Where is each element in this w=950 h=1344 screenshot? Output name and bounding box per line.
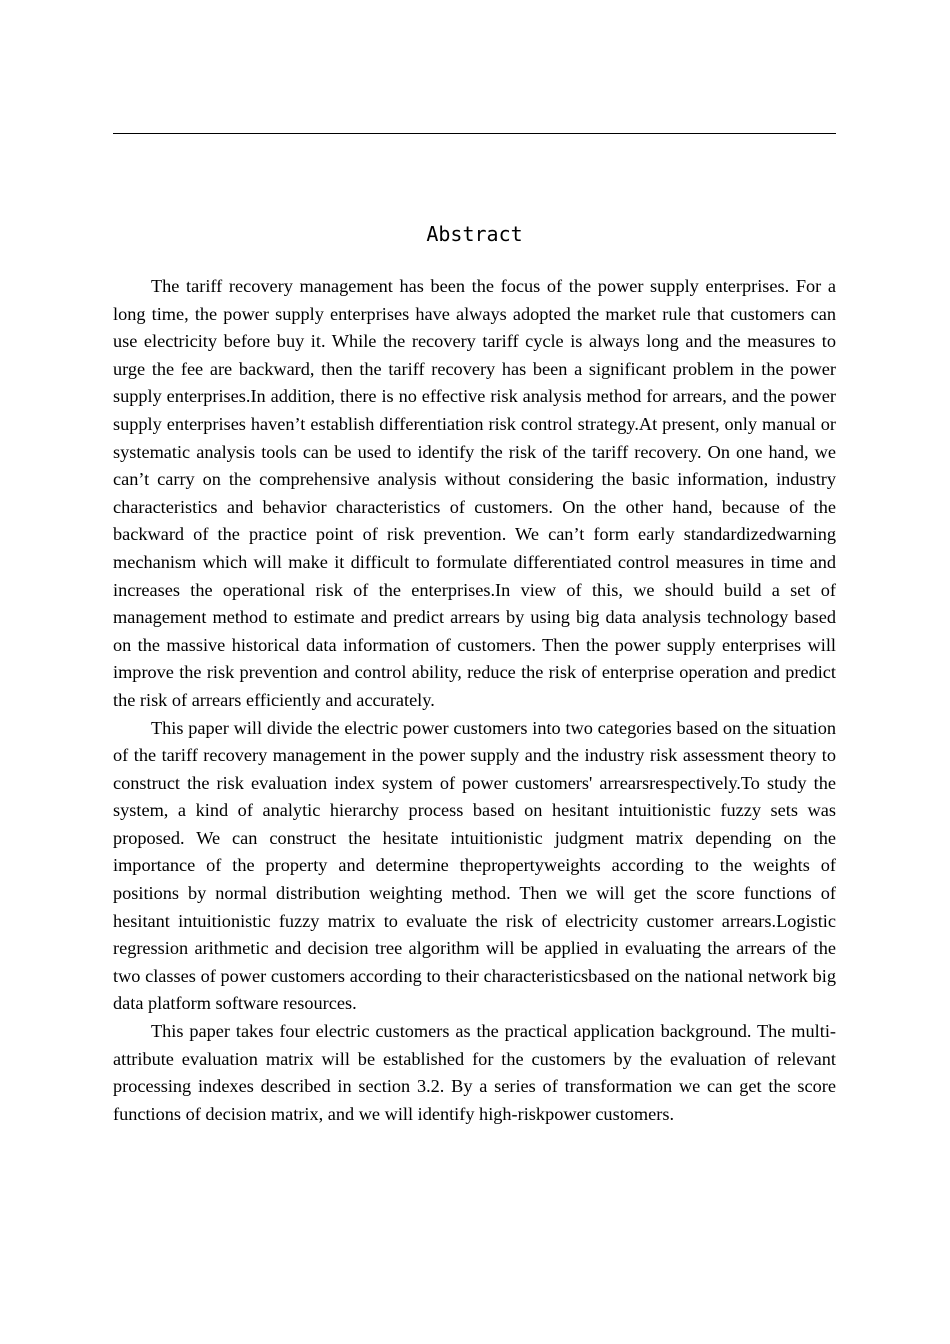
abstract-paragraph-3: This paper takes four electric customers as the practical application background. The multi-attribute evaluation matrix will be established for the customers by the evaluation of relevant processing indexes described in section 3.2. By a series of transformation we can get the score functions of decision matrix, and we will identify high-riskpower customers. <box>113 1021 836 1124</box>
abstract-body <box>113 273 836 1128</box>
header-rule <box>113 133 836 134</box>
abstract-paragraph-1: The tariff recovery management has been the focus of the power supply enterprises. For a long time, the power supply enterprises have always adopted the market rule that customers can use electricity before buy it. While the recovery tariff cycle is always long and the measures to urge the fee are backward, then the tariff recovery has been a significant problem in the power supply enterprises.In addition, there is no effective risk analysis method for arrears, and the power supply enterprises haven’t establish differentiation risk control strategy.At present, only manual or systematic analysis tools can be used to identify the risk of the tariff recovery. On one hand, we can’t carry on the comprehensive analysis without considering the basic information, industry characteristics and behavior characteristics of customers. On the other hand, because of the backward of the practice point of risk prevention. We can’t form early standardizedwarning mechanism which will make it difficult to formulate differentiated control measures in time and increases the operational risk of the enterprises.In view of this, we should build a set of management method to estimate and predict arrears by using big data analysis technology based on the massive historical data information of customers. Then the power supply enterprises will improve the risk prevention and control ability, reduce the risk of enterprise operation and predict the risk of arrears efficiently and accurately. <box>113 276 836 710</box>
page-title: Abstract <box>426 222 523 246</box>
abstract-paragraph-2: This paper will divide the electric power customers into two categories based on the situation of the tariff recovery management in the power supply and the industry risk assessment theory to construct the risk evaluation index system of power customers' arrearsrespectively.To study the system, a kind of analytic hierarchy process based on hesitant intuitionistic fuzzy sets was proposed. We can construct the hesitate intuitionistic judgment matrix depending on the importance of the property and determine thepropertyweights according to the weights of positions by normal distribution weighting method. Then we will get the score functions of hesitant intuitionistic fuzzy matrix to evaluate the risk of electricity customer arrears.Logistic regression arithmetic and decision tree algorithm will be applied in evaluating the arrears of the two classes of power customers according to their characteristicsbased on the national network big data platform software resources. <box>113 717 836 1014</box>
